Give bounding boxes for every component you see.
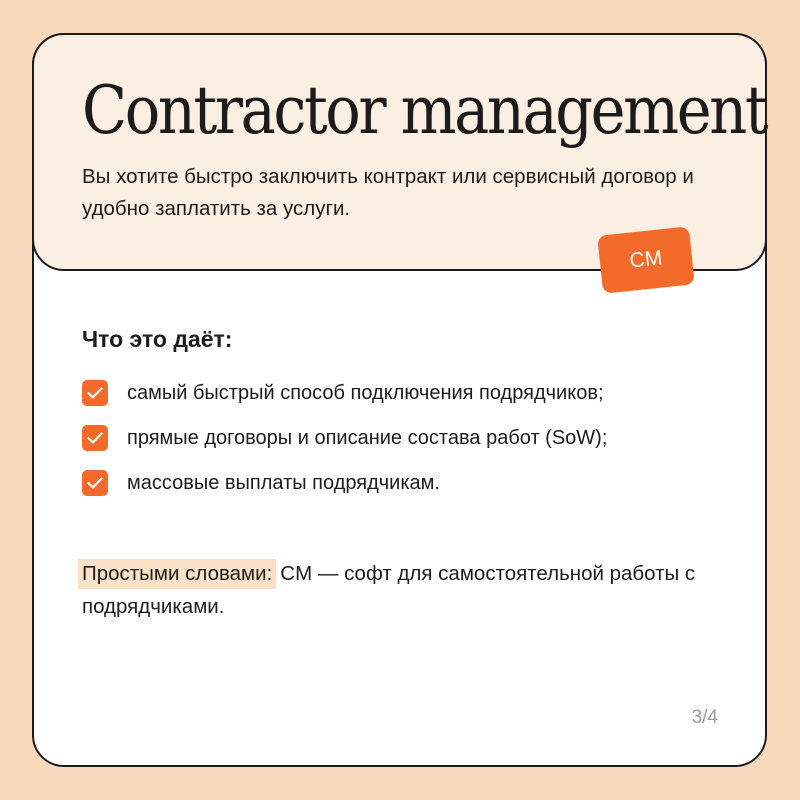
content-card xyxy=(32,33,767,767)
benefits-title: Что это даёт: xyxy=(82,326,233,352)
summary-paragraph xyxy=(82,557,732,623)
checkbox-checked-icon xyxy=(82,470,108,496)
cm-badge: CM xyxy=(597,226,695,293)
benefit-item xyxy=(82,380,607,406)
benefit-item xyxy=(82,425,607,451)
benefits-list xyxy=(82,380,607,515)
checkbox-checked-icon xyxy=(82,380,108,406)
checkbox-checked-icon xyxy=(82,425,108,451)
summary-text: CM — софт для самостоятельной работы с подрядчиками. xyxy=(82,562,696,618)
benefit-item xyxy=(82,470,607,496)
page-indicator: 3/4 xyxy=(691,707,718,728)
benefit-text: прямые договоры и описание состава работ (SoW); xyxy=(127,427,608,449)
benefit-text: массовые выплаты подрядчикам. xyxy=(127,472,440,494)
summary-label: Простыми словами: xyxy=(78,559,276,589)
benefit-text: самый быстрый способ подключения подрядчиков; xyxy=(127,382,604,404)
page-title: Contractor management xyxy=(82,71,767,149)
intro-text: Вы хотите быстро заключить контракт или сервисный договор и удобно заплатить за услуги. xyxy=(82,165,694,220)
